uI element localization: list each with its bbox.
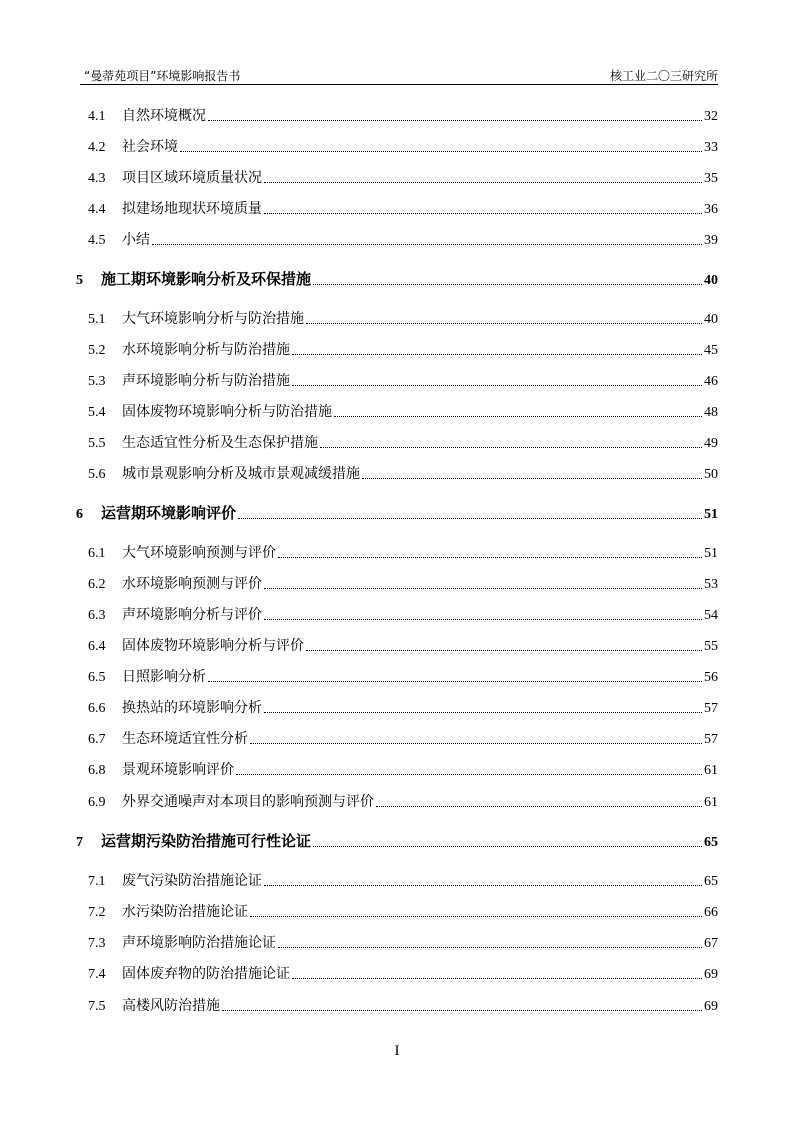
toc-dot-leader: [264, 712, 702, 713]
toc-entry-page: 69: [704, 967, 718, 982]
toc-section-entry[interactable]: [88, 134, 718, 156]
toc-entry-number: 5.2: [88, 343, 106, 358]
toc-dot-leader: [250, 743, 702, 744]
toc-entry-title: 水环境影响预测与评价: [122, 576, 262, 592]
toc-section-entry[interactable]: [88, 868, 718, 890]
toc-entry-page: 40: [704, 312, 718, 327]
toc-section-entry[interactable]: [88, 571, 718, 593]
toc-entry-title: 固体废弃物的防治措施论证: [122, 966, 290, 982]
toc-section-entry[interactable]: [88, 430, 718, 452]
toc-entry-number: 6: [76, 507, 83, 522]
toc-dot-leader: [264, 885, 702, 886]
toc-dot-leader: [278, 557, 702, 558]
toc-entry-page: 65: [704, 874, 718, 889]
toc-section-entry[interactable]: [88, 695, 718, 717]
toc-entry-number: 4.4: [88, 202, 106, 217]
toc-entry-title: 大气环境影响分析与防治措施: [122, 311, 304, 327]
toc-entry-title: 自然环境概况: [122, 108, 206, 124]
toc-entry-title: 固体废物环境影响分析与防治措施: [122, 404, 332, 420]
toc-entry-title: 废气污染防治措施论证: [122, 873, 262, 889]
toc-entry-number: 7.1: [88, 874, 106, 889]
toc-section-entry[interactable]: [88, 664, 718, 686]
toc-dot-leader: [320, 447, 702, 448]
toc-dot-leader: [250, 916, 702, 917]
toc-entry-number: 4.1: [88, 109, 106, 124]
toc-entry-title: 高楼风防治措施: [122, 998, 220, 1014]
toc-chapter-entry[interactable]: [76, 501, 718, 523]
toc-entry-title: 生态环境适宜性分析: [122, 731, 248, 747]
toc-entry-number: 5.4: [88, 405, 106, 420]
toc-entry-title: 施工期环境影响分析及环保措施: [101, 270, 312, 288]
toc-entry-number: 4.3: [88, 171, 106, 186]
toc-section-entry[interactable]: [88, 227, 718, 249]
toc-entry-number: 7.5: [88, 999, 106, 1014]
toc-section-entry[interactable]: [88, 540, 718, 562]
toc-dot-leader: [292, 978, 702, 979]
toc-dot-leader: [238, 518, 702, 519]
toc-entry-number: 6.7: [88, 732, 106, 747]
toc-entry-page: 65: [704, 835, 718, 850]
toc-entry-page: 36: [704, 202, 718, 217]
toc-dot-leader: [152, 244, 702, 245]
toc-entry-page: 49: [704, 436, 718, 451]
toc-dot-leader: [208, 120, 702, 121]
toc-entry-page: 50: [704, 467, 718, 482]
toc-dot-leader: [306, 323, 702, 324]
toc-section-entry[interactable]: [88, 726, 718, 748]
toc-entry-page: 35: [704, 171, 718, 186]
toc-dot-leader: [180, 151, 702, 152]
toc-entry-title: 换热站的环境影响分析: [122, 700, 262, 716]
toc-dot-leader: [292, 354, 702, 355]
toc-section-entry[interactable]: [88, 368, 718, 390]
toc-dot-leader: [313, 284, 702, 285]
toc-entry-page: 69: [704, 999, 718, 1014]
toc-dot-leader: [313, 846, 702, 847]
toc-dot-leader: [208, 681, 702, 682]
toc-entry-title: 固体废物环境影响分析与评价: [122, 638, 304, 654]
toc-entry-page: 51: [704, 546, 718, 561]
toc-entry-number: 6.1: [88, 546, 106, 561]
toc-dot-leader: [264, 182, 702, 183]
toc-entry-page: 61: [704, 763, 718, 778]
toc-entry-number: 5.5: [88, 436, 106, 451]
toc-entry-page: 55: [704, 639, 718, 654]
toc-entry-number: 6.4: [88, 639, 106, 654]
toc-section-entry[interactable]: [88, 103, 718, 125]
toc-entry-number: 7.3: [88, 936, 106, 951]
toc-section-entry[interactable]: [88, 899, 718, 921]
toc-entry-number: 7.4: [88, 967, 106, 982]
toc-dot-leader: [334, 416, 702, 417]
toc-entry-number: 6.8: [88, 763, 106, 778]
toc-section-entry[interactable]: [88, 602, 718, 624]
toc-entry-page: 56: [704, 670, 718, 685]
toc-entry-page: 48: [704, 405, 718, 420]
toc-entry-title: 小结: [122, 232, 150, 248]
toc-entry-number: 7.2: [88, 905, 106, 920]
toc-entry-title: 声环境影响分析与评价: [122, 607, 262, 623]
toc-entry-title: 声环境影响防治措施论证: [122, 935, 276, 951]
toc-entry-title: 拟建场地现状环境质量: [122, 201, 262, 217]
toc-entry-page: 51: [704, 507, 718, 522]
toc-section-entry[interactable]: [88, 306, 718, 328]
page-number: I: [394, 1043, 400, 1059]
toc-dot-leader: [292, 385, 702, 386]
toc-entry-number: 4.5: [88, 233, 106, 248]
toc-dot-leader: [306, 650, 702, 651]
toc-entry-page: 61: [704, 795, 718, 810]
toc-dot-leader: [376, 806, 702, 807]
toc-entry-page: 32: [704, 109, 718, 124]
header-document-title: “曼蒂苑项目”环境影响报告书: [84, 69, 241, 83]
toc-entry-number: 5.3: [88, 374, 106, 389]
toc-section-entry[interactable]: [88, 461, 718, 483]
toc-entry-title: 水污染防治措施论证: [122, 904, 248, 920]
toc-dot-leader: [264, 588, 702, 589]
header-institute: 核工业二〇三研究所: [609, 69, 718, 83]
toc-entry-title: 社会环境: [122, 139, 178, 155]
toc-section-entry[interactable]: [88, 633, 718, 655]
toc-entry-page: 54: [704, 608, 718, 623]
toc-entry-page: 66: [704, 905, 718, 920]
toc-entry-number: 5.1: [88, 312, 106, 327]
toc-section-entry[interactable]: [88, 196, 718, 218]
toc-entry-page: 33: [704, 140, 718, 155]
toc-entry-title: 日照影响分析: [122, 669, 206, 685]
toc-entry-page: 67: [704, 936, 718, 951]
toc-entry-title: 景观环境影响评价: [122, 762, 234, 778]
toc-entry-number: 6.3: [88, 608, 106, 623]
toc-entry-page: 40: [704, 273, 718, 288]
toc-dot-leader: [264, 213, 702, 214]
toc-section-entry[interactable]: [88, 399, 718, 421]
toc-dot-leader: [278, 947, 702, 948]
toc-section-entry[interactable]: [88, 789, 718, 811]
toc-section-entry[interactable]: [88, 757, 718, 779]
toc-entry-title: 项目区域环境质量状况: [122, 170, 262, 186]
toc-entry-page: 46: [704, 374, 718, 389]
toc-entry-number: 6.2: [88, 577, 106, 592]
toc-entry-page: 57: [704, 701, 718, 716]
toc-dot-leader: [264, 619, 702, 620]
toc-entry-number: 7: [76, 835, 83, 850]
toc-entry-page: 53: [704, 577, 718, 592]
toc-entry-title: 大气环境影响预测与评价: [122, 545, 276, 561]
toc-chapter-entry[interactable]: [76, 829, 718, 851]
toc-chapter-entry[interactable]: [76, 267, 718, 289]
toc-entry-page: 39: [704, 233, 718, 248]
toc-entry-number: 6.5: [88, 670, 106, 685]
toc-entry-title: 水环境影响分析与防治措施: [122, 342, 290, 358]
toc-entry-number: 4.2: [88, 140, 106, 155]
toc-section-entry[interactable]: [88, 930, 718, 952]
toc-section-entry[interactable]: [88, 337, 718, 359]
toc-entry-title: 运营期污染防治措施可行性论证: [101, 832, 312, 850]
toc-section-entry[interactable]: [88, 165, 718, 187]
toc-entry-number: 5.6: [88, 467, 106, 482]
toc-entry-number: 5: [76, 273, 83, 288]
toc-entry-page: 57: [704, 732, 718, 747]
toc-entry-number: 6.9: [88, 795, 106, 810]
toc-entry-title: 声环境影响分析与防治措施: [122, 373, 290, 389]
toc-entry-title: 外界交通噪声对本项目的影响预测与评价: [122, 794, 374, 810]
toc-dot-leader: [222, 1010, 702, 1011]
toc-entry-title: 城市景观影响分析及城市景观减缓措施: [122, 466, 360, 482]
toc-entry-title: 运营期环境影响评价: [101, 504, 237, 522]
toc-dot-leader: [236, 774, 702, 775]
toc-entry-page: 45: [704, 343, 718, 358]
toc-entry-title: 生态适宜性分析及生态保护措施: [122, 435, 318, 451]
toc-section-entry[interactable]: [88, 961, 718, 983]
toc-dot-leader: [362, 478, 702, 479]
toc-entry-number: 6.6: [88, 701, 106, 716]
toc-section-entry[interactable]: [88, 993, 718, 1015]
page-header: [80, 66, 718, 85]
